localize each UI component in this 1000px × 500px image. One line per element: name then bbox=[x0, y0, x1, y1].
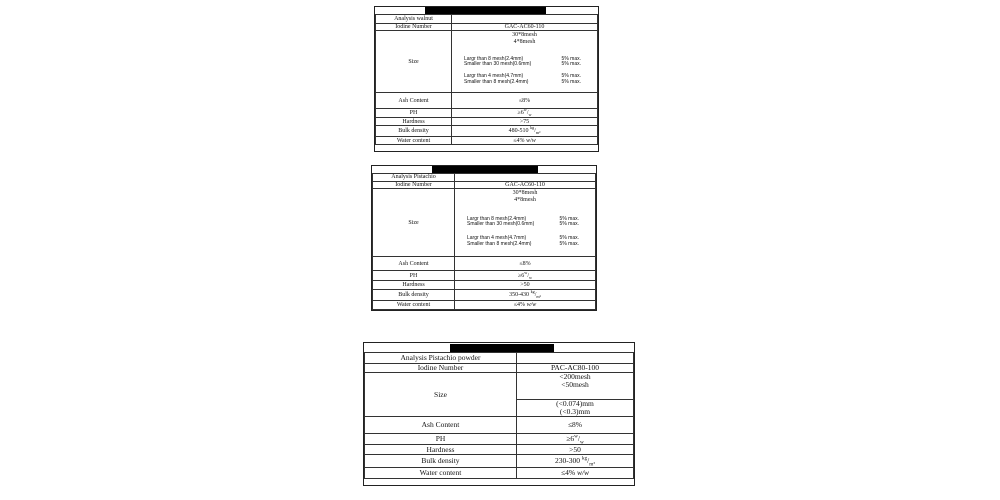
size-value: 30*8mesh 4*8mesh Largr than 8 mesh(2.4mm) 5% max. Smaller than 30 mesh(0.6mm) 5% max. Largr than 4 mesh(4.7mm) 5% max. Smaller than 8 mesh(2.4mm) 5% max. bbox=[455, 189, 596, 257]
bulk-value: 480-510 $^{kg}/_{m^3}$ bbox=[452, 126, 598, 137]
pistachio-spec-sheet bbox=[371, 165, 597, 311]
water-value: ≤4% w/w bbox=[452, 137, 598, 145]
water-value: ≤4% w/w bbox=[517, 468, 634, 479]
hardness-label: Hardness bbox=[365, 445, 517, 455]
size-label: Size bbox=[365, 373, 517, 417]
bulk-value: 350-430 $^{kg}/_{m^3}$ bbox=[455, 290, 596, 301]
size-label: Size bbox=[376, 31, 452, 93]
size-value: 30*8mesh 4*8mesh Largr than 8 mesh(2.4mm) 5% max. Smaller than 30 mesh(0.6mm) 5% max. Largr than 4 mesh(4.7mm) 5% max. Smaller than 8 mesh(2.4mm) 5% max. bbox=[452, 31, 598, 93]
analysis-label: Analysis walnut bbox=[376, 15, 452, 24]
iodine-value: GAC-AC60-110 bbox=[455, 182, 596, 189]
ph-label: PH bbox=[373, 271, 455, 281]
pistachio-powder-spec-sheet bbox=[363, 342, 635, 486]
ash-label: Ash Content bbox=[365, 417, 517, 434]
redaction-bar bbox=[425, 7, 546, 14]
size-mm-value: (<0.074)mm (<0.3)mm bbox=[517, 400, 634, 417]
hardness-value: >50 bbox=[455, 281, 596, 290]
ash-label: Ash Content bbox=[373, 257, 455, 271]
bulk-label: Bulk density bbox=[373, 290, 455, 301]
water-label: Water content bbox=[376, 137, 452, 145]
walnut-spec-sheet bbox=[374, 6, 599, 152]
analysis-label: Analysis Pistachio powder bbox=[365, 353, 517, 364]
redaction-bar bbox=[450, 344, 554, 352]
ph-value: $\ge 6^w/_w$ bbox=[517, 434, 634, 445]
iodine-label: Iodine Number bbox=[365, 364, 517, 373]
bulk-label: Bulk density bbox=[365, 455, 517, 468]
water-value: ≤4% w/w bbox=[455, 301, 596, 310]
ash-value: ≤8% bbox=[452, 93, 598, 109]
ph-label: PH bbox=[365, 434, 517, 445]
bulk-value: 230-300 $^{kg}/_{m^3}$ bbox=[517, 455, 634, 468]
hardness-value: >50 bbox=[517, 445, 634, 455]
iodine-label: Iodine Number bbox=[373, 182, 455, 189]
iodine-label: Iodine Number bbox=[376, 24, 452, 31]
iodine-value: GAC-AC60-110 bbox=[452, 24, 598, 31]
ash-label: Ash Content bbox=[376, 93, 452, 109]
size-label: Size bbox=[373, 189, 455, 257]
iodine-value: PAC-AC80-100 bbox=[517, 364, 634, 373]
water-label: Water content bbox=[365, 468, 517, 479]
ash-value: ≤8% bbox=[517, 417, 634, 434]
ph-label: PH bbox=[376, 109, 452, 118]
ash-value: ≤8% bbox=[455, 257, 596, 271]
analysis-label: Analysis Pistachio bbox=[373, 174, 455, 182]
size-mesh-value: <200mesh <50mesh bbox=[517, 373, 634, 400]
water-label: Water content bbox=[373, 301, 455, 310]
ph-value: $\ge 6^w/_w$ bbox=[455, 271, 596, 281]
redaction-bar bbox=[432, 166, 538, 173]
hardness-value: >75 bbox=[452, 118, 598, 126]
hardness-label: Hardness bbox=[376, 118, 452, 126]
bulk-label: Bulk density bbox=[376, 126, 452, 137]
ph-value: $\ge 6^w/_w$ bbox=[452, 109, 598, 118]
hardness-label: Hardness bbox=[373, 281, 455, 290]
